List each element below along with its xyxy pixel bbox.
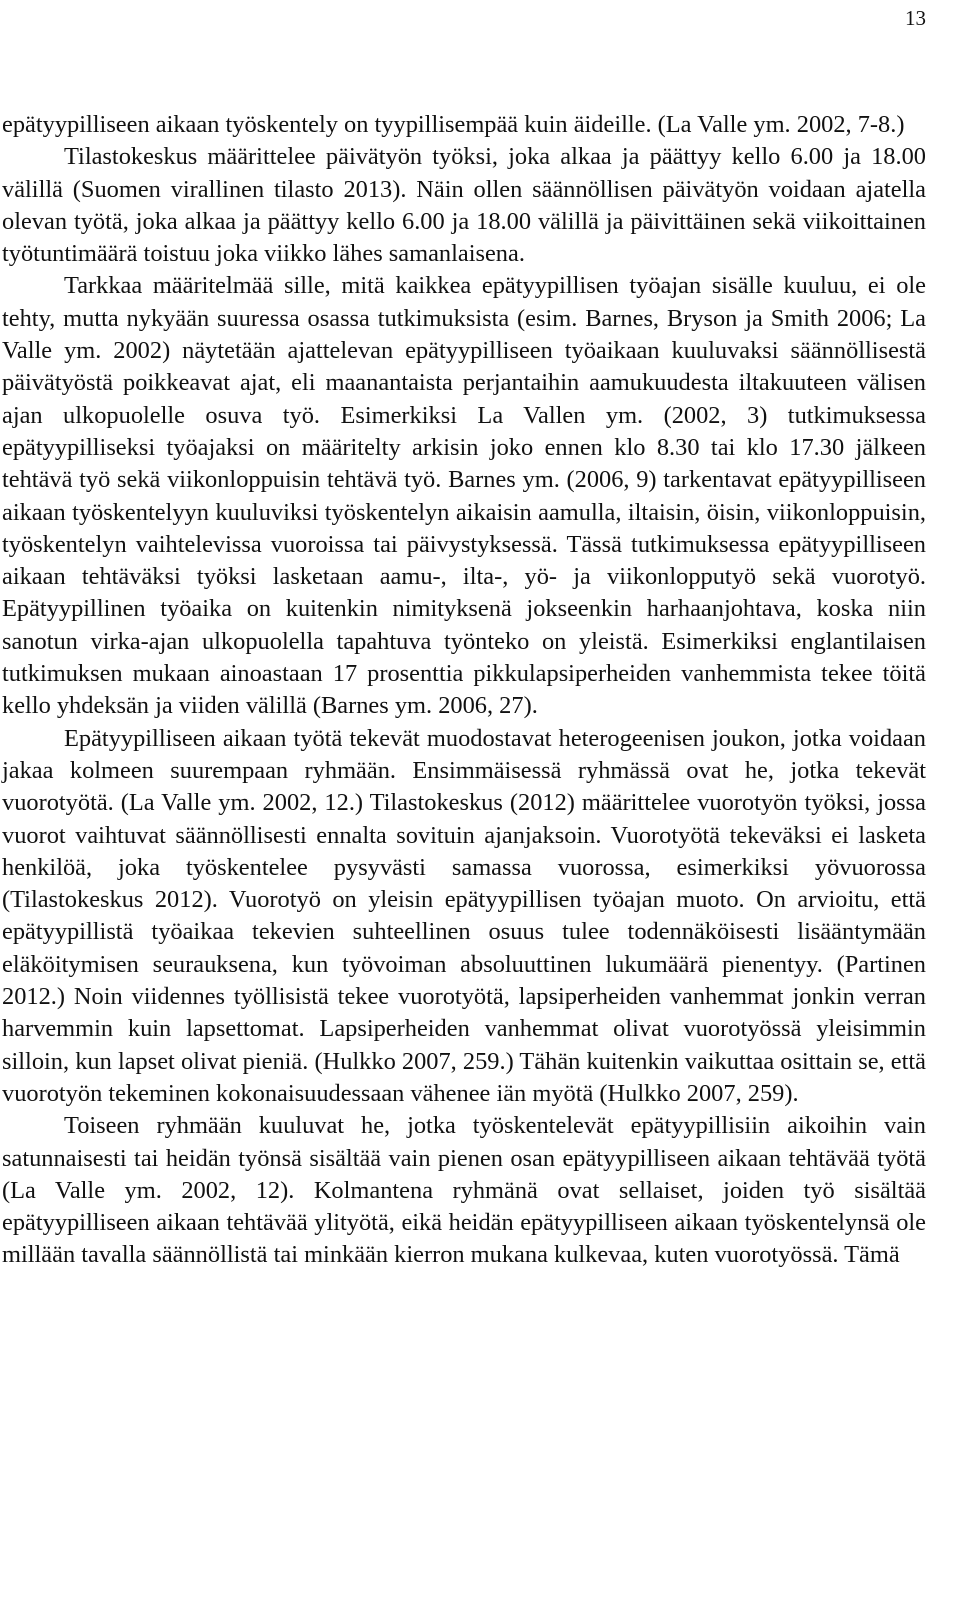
paragraph-3: Tarkkaa määritelmää sille, mitä kaikkea epätyypillisen työajan sisälle kuuluu, ei ole tehty, mutta nykyään suuressa osassa tutkimuksista (esim. Barnes, Bryson ja Smith 2006; La Valle ym. 2002) näytetään ajattelevan epätyypilliseen työaikaan kuuluvaksi säännöllisestä päivätyöstä poikkeavat ajat, eli maanantaista perjantaihin aamukuudesta iltakuuteen välisen ajan ulkopuolelle osuva työ. Esimerkiksi La Vallen ym. (2002, 3) tutkimuksessa epätyypilliseksi työajaksi on määritelty arkisin joko ennen klo 8.30 tai klo 17.30 jälkeen tehtävä työ sekä viikonloppuisin tehtävä työ. Barnes ym. (2006, 9) tarkentavat epätyypilliseen aikaan työskentelyyn kuuluviksi työskentelyn aikaisin aamulla, iltaisin, öisin, viikonloppuisin, työskentelyn vaihtelevissa vuoroissa tai päivystyksessä. Tässä tutkimuksessa epätyypilliseen aikaan tehtäväksi työksi lasketaan aamu-, ilta-, yö- ja viikonlopputyö sekä vuorotyö. Epätyypillinen työaika on kuitenkin nimityksenä jokseenkin harhaanjohtava, koska niin sanotun virka-ajan ulkopuolella tapahtuva työnteko on yleistä. Esimerkiksi englantilaisen tutkimuksen mukaan ainoastaan 17 prosenttia pikkulapsiperheiden vanhemmista tekee töitä kello yhdeksän ja viiden välillä (Barnes ym. 2006, 27). <box>2 272 926 720</box>
document-body <box>2 109 926 1272</box>
page-number: 13 <box>905 6 926 30</box>
paragraph-2: Tilastokeskus määrittelee päivätyön työksi, joka alkaa ja päättyy kello 6.00 ja 18.00 välillä (Suomen virallinen tilasto 2013). Näin ollen säännöllisen päivätyön voidaan ajatella olevan työtä, joka alkaa ja päättyy kello 6.00 ja 18.00 välillä ja päivittäinen sekä viikoittainen työtuntimäärä toistuu joka viikko lähes samanlaisena. <box>2 143 926 268</box>
paragraph-5: Toiseen ryhmään kuuluvat he, jotka työskentelevät epätyypillisiin aikoihin vain satunnaisesti tai heidän työnsä sisältää vain pienen osan epätyypilliseen aikaan tehtävää työtä (La Valle ym. 2002, 12). Kolmantena ryhmänä ovat sellaiset, joiden työ sisältää epätyypilliseen aikaan tehtävää ylityötä, eikä heidän epätyypilliseen aikaan työskentelynsä ole millään tavalla säännöllistä tai minkään kierron mukana kulkevaa, kuten vuorotyössä. Tämä <box>2 1112 926 1269</box>
paragraph-1: epätyypilliseen aikaan työskentely on tyypillisempää kuin äideille. (La Valle ym. 2002, 7-8.) <box>2 111 905 138</box>
paragraph-4: Epätyypilliseen aikaan työtä tekevät muodostavat heterogeenisen joukon, jotka voidaan jakaa kolmeen suurempaan ryhmään. Ensimmäisessä ryhmässä ovat he, jotka tekevät vuorotyötä. (La Valle ym. 2002, 12.) Tilastokeskus (2012) määrittelee vuorotyön työksi, jossa vuorot vaihtuvat säännöllisesti ennalta sovituin ajanjaksoin. Vuorotyötä tekeväksi ei lasketa henkilöä, joka työskentelee pysyvästi samassa vuorossa, esimerkiksi yövuorossa (Tilastokeskus 2012). Vuorotyö on yleisin epätyypillisen työajan muoto. On arvioitu, että epätyypillistä työaikaa tekevien suhteellinen osuus tulee todennäköisesti lisääntymään eläköitymisen seurauksena, kun työvoiman absoluuttinen lukumäärä pienentyy. (Partinen 2012.) Noin viidennes työllisistä tekee vuorotyötä, lapsiperheiden vanhemmat jonkin verran harvemmin kuin lapsettomat. Lapsiperheiden vanhemmat olivat vuorotyössä yleisimmin silloin, kun lapset olivat pieniä. (Hulkko 2007, 259.) Tähän kuitenkin vaikuttaa osittain se, että vuorotyön tekeminen kokonaisuudessaan vähenee iän myötä (Hulkko 2007, 259). <box>2 724 926 1107</box>
